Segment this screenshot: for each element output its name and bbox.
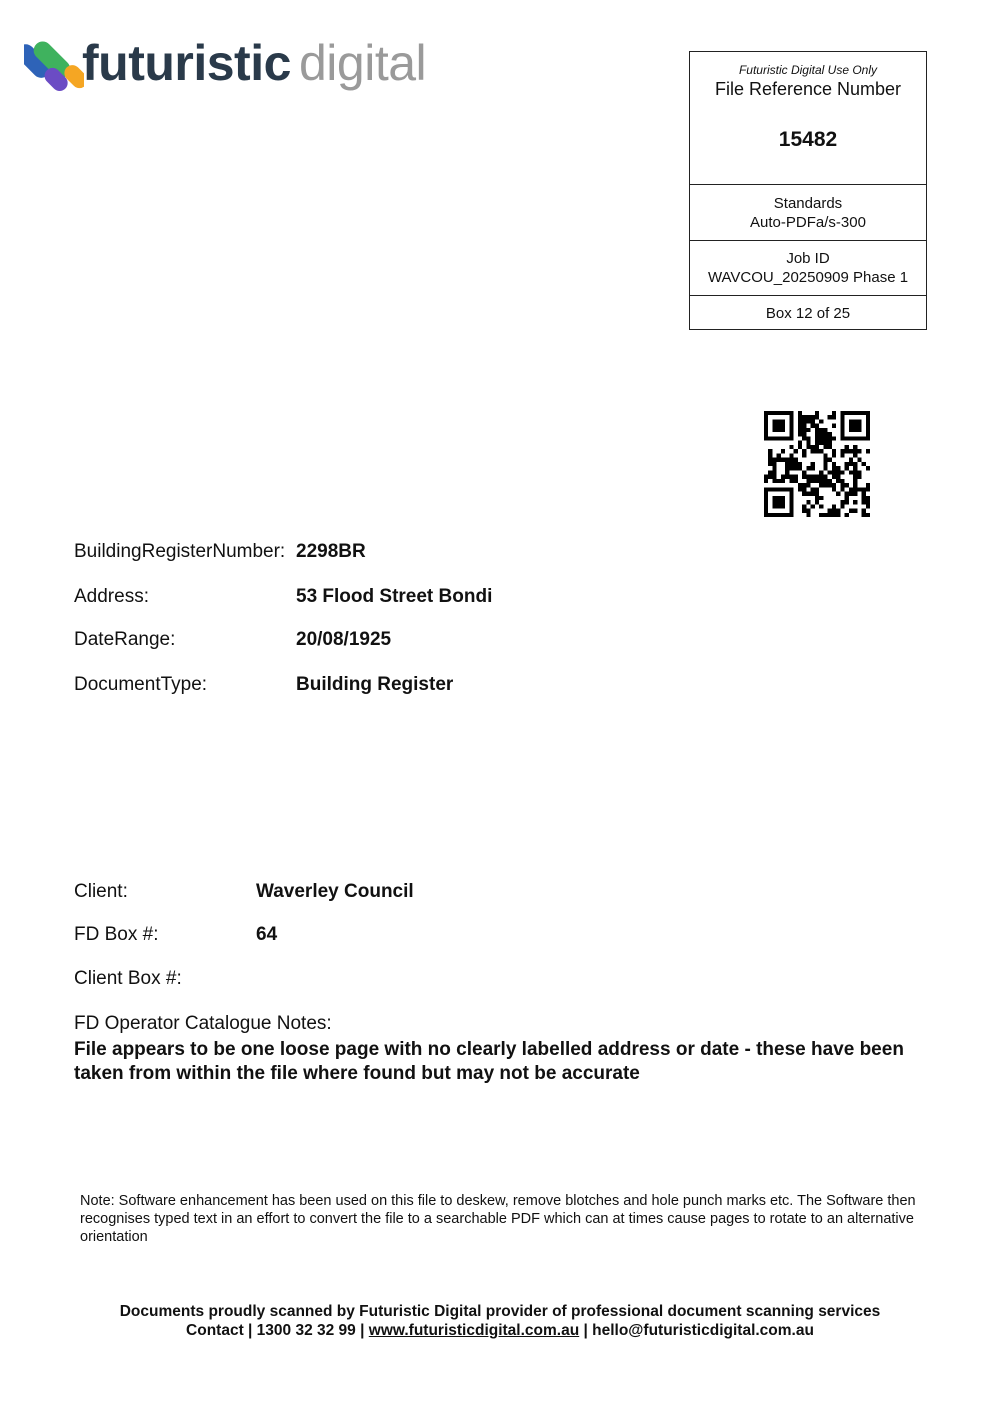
footer-email: | hello@futuristicdigital.com.au <box>583 1322 814 1339</box>
fd-box-value: 64 <box>256 924 278 945</box>
date-range-value: 20/08/1925 <box>296 629 392 650</box>
footer-contact <box>0 1321 1000 1340</box>
box-count: Box 12 of 25 <box>690 295 926 329</box>
company-logo <box>24 24 464 114</box>
logo-word-futuristic: futuristic <box>82 35 291 91</box>
use-only-note: Futuristic Digital Use Only <box>738 63 878 77</box>
qr-code-icon <box>764 411 870 517</box>
fd-box-label: FD Box #: <box>74 924 159 945</box>
file-reference-number: 15482 <box>778 128 838 151</box>
register-number-value: 2298BR <box>296 541 366 562</box>
software-note: Note: Software enhancement has been used on this file to deskew, remove blotches and hole punch marks etc. The Software then recognises typed text in an effort to convert the file to a searchable PDF which can at times cause pages to rotate to an alternative orientation <box>80 1193 916 1245</box>
footer-tagline: Documents proudly scanned by Futuristic Digital provider of professional document scanning services <box>119 1303 881 1320</box>
job-id-section <box>690 240 926 296</box>
logo-word-digital: digital <box>299 35 427 91</box>
client-label: Client: <box>74 881 128 902</box>
operator-notes-text: File appears to be one loose page with no clearly labelled address or date - these have been taken from within the file where found but may not be accurate <box>74 1039 904 1084</box>
job-id-label: Job ID <box>786 250 830 267</box>
logo-mark-icon <box>24 24 84 108</box>
date-range-label: DateRange: <box>74 629 176 650</box>
job-id-value: WAVCOU_20250909 Phase 1 <box>707 269 909 286</box>
standards-section <box>690 184 926 241</box>
website-link[interactable]: www.futuristicdigital.com.au <box>368 1322 580 1339</box>
client-box-label: Client Box #: <box>74 968 182 989</box>
address-label: Address: <box>74 586 149 607</box>
register-number-label: BuildingRegisterNumber: <box>74 541 286 562</box>
standards-value: Auto-PDFa/s-300 <box>750 214 866 231</box>
document-type-label: DocumentType: <box>74 674 208 695</box>
operator-notes-title: FD Operator Catalogue Notes: <box>74 1013 332 1034</box>
footer <box>0 1302 1000 1340</box>
client-value: Waverley Council <box>256 881 414 902</box>
address-value: 53 Flood Street Bondi <box>296 586 493 607</box>
footer-phone: Contact | 1300 32 32 99 | <box>186 1322 365 1339</box>
file-reference-title: File Reference Number <box>714 79 902 99</box>
standards-label: Standards <box>773 195 843 212</box>
file-reference-box <box>689 51 927 330</box>
file-reference-section <box>690 52 926 185</box>
document-type-value: Building Register <box>296 674 454 695</box>
